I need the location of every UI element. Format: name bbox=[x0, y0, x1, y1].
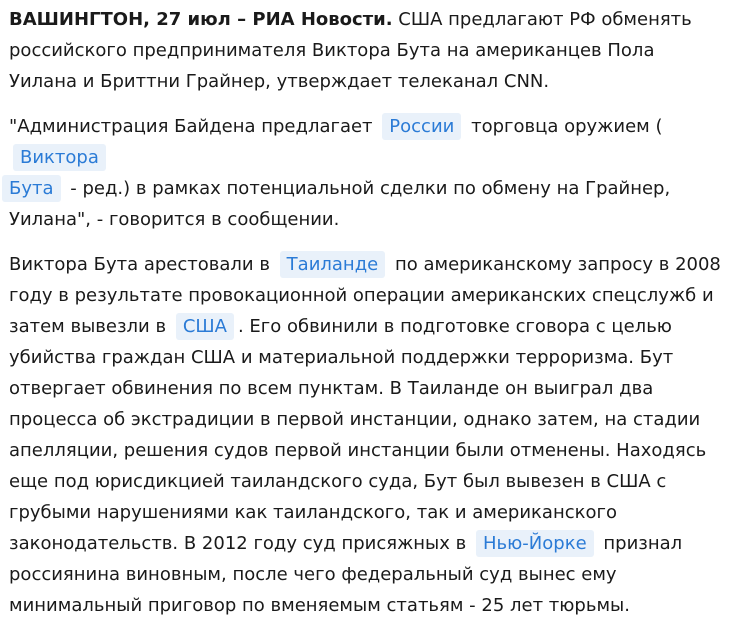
quote-text-2: торговца оружием ( bbox=[471, 116, 663, 137]
lead-text: США предлагают РФ обменять российского предпринимателя Виктора Бута на американцев Пола Уилана и Бриттни Грайнер, утверждает телеканал CNN. bbox=[9, 9, 692, 92]
background-text-3: . Его обвинили в подготовке сговора с целью убийства граждан США и материальной поддержки терроризма. Бут отвергает обвинения по всем пунктам. В Таиланде он выиграл два процесса об экстрадиции в первой инстанции, однако затем, на стадии апелляции, решения судов первой инстанции были отменены. Находясь еще под юрисдикцией таиландского суда, Бут был вывезен в США с грубыми нарушениями как таиландского, так и американского законодательств. В 2012 году суд присяжных в bbox=[9, 316, 707, 554]
tag-link-russia[interactable]: России bbox=[382, 113, 461, 140]
lead-paragraph bbox=[9, 0, 727, 97]
tag-link-usa[interactable]: США bbox=[176, 313, 234, 340]
background-text-2: по американскому запросу в 2008 году в результате провокационной операции американских спецслужб и затем вывезли в bbox=[9, 254, 721, 337]
dateline: ВАШИНГТОН, 27 июл – РИА Новости. bbox=[9, 9, 393, 30]
article-body bbox=[9, 0, 727, 635]
background-paragraph bbox=[9, 249, 727, 621]
background-text-4: признал россиянина виновным, после чего федеральный суд вынес ему минимальный приговор по вменяемым статьям - 25 лет тюрьмы. bbox=[9, 533, 683, 616]
tag-link-viktor-bout-part-2[interactable]: Бута bbox=[2, 175, 61, 202]
quote-paragraph bbox=[9, 111, 727, 235]
background-text-1: Виктора Бута арестовали в bbox=[9, 254, 270, 275]
tag-link-new-york[interactable]: Нью-Йорке bbox=[476, 530, 594, 557]
quote-text-3: - ред.) в рамках потенциальной сделки по обмену на Грайнер, Уилана", - говорится в сообщении. bbox=[9, 178, 671, 230]
tag-link-thailand[interactable]: Таиланде bbox=[280, 251, 386, 278]
tag-link-viktor-bout-part-1[interactable]: Виктора bbox=[13, 144, 106, 171]
quote-text-1: "Администрация Байдена предлагает bbox=[9, 116, 373, 137]
